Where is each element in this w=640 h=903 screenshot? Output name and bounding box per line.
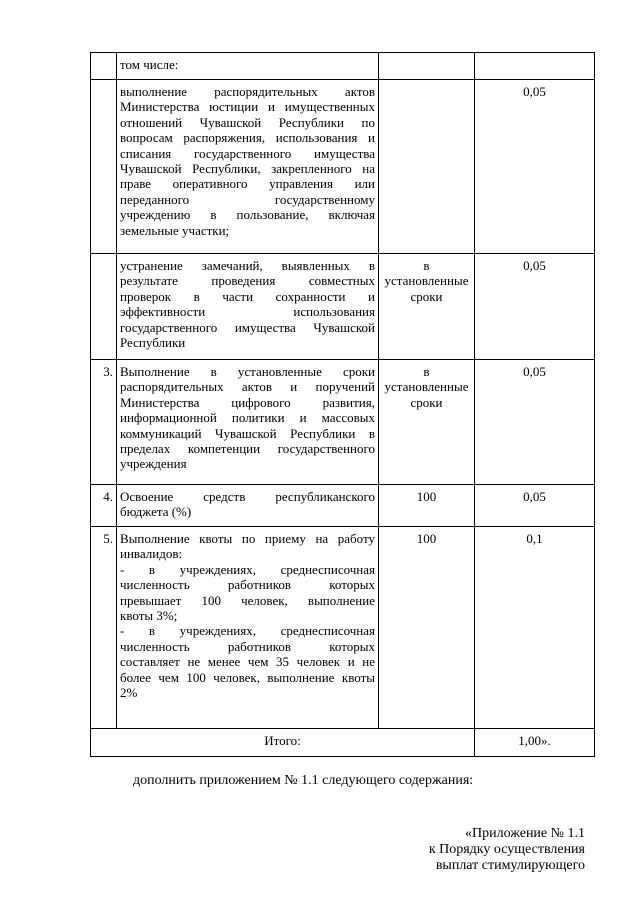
desc-line: праве оперативного управления или — [120, 176, 375, 192]
desc-line: учреждения — [120, 456, 187, 472]
term-line: 100 — [416, 489, 437, 504]
desc-line: пределах компетенции государственного — [120, 441, 375, 457]
desc-line: Выполнение квоты по приему на работу — [120, 531, 375, 546]
table-row — [91, 527, 595, 729]
row-number — [91, 53, 117, 80]
appendix-line: «Приложение № 1.1 — [465, 826, 585, 841]
total-row — [91, 729, 595, 757]
row-weight: 0,05 — [475, 485, 595, 527]
desc-line: вопросам распоряжения, использования и — [120, 130, 375, 146]
desc-line: Министерства юстиции и имущественных — [120, 99, 375, 115]
desc-line: квоты 3%; — [120, 608, 178, 624]
row-number: 5. — [91, 527, 117, 729]
row-number: 4. — [91, 485, 117, 527]
desc-line: Республики — [120, 335, 186, 351]
row-term — [379, 485, 475, 527]
desc-line: составляет не менее чем 35 человек и не — [120, 654, 375, 670]
desc-line: информационной политики и массовых — [120, 410, 375, 426]
term-line: установленные — [384, 273, 469, 289]
table-row — [91, 53, 595, 80]
appendix-line: выплат стимулирующего — [435, 858, 585, 873]
row-number — [91, 254, 117, 360]
desc-line: бюджета (%) — [120, 504, 192, 520]
table-row — [91, 360, 595, 485]
term-line: 100 — [416, 531, 437, 546]
desc-line: земельные участки; — [120, 222, 230, 238]
row-term — [379, 254, 475, 360]
total-value: 1,00». — [475, 729, 595, 757]
desc-line: 2% — [120, 685, 138, 701]
amendment-text: дополнить приложением № 1.1 следующего содержания: — [133, 773, 474, 788]
desc-line: списания государственного имущества — [120, 145, 375, 161]
table-row — [91, 80, 595, 254]
desc-line: инвалидов: — [120, 546, 183, 562]
row-description — [117, 527, 379, 729]
table-row — [91, 254, 595, 360]
row-description — [117, 360, 379, 485]
table-row — [91, 485, 595, 527]
row-description — [117, 485, 379, 527]
row-weight — [475, 53, 595, 80]
row-weight: 0,1 — [475, 527, 595, 729]
desc-line: превышает 100 человек, выполнение — [120, 592, 375, 608]
row-term — [379, 360, 475, 485]
row-term — [379, 53, 475, 80]
row-term — [379, 80, 475, 254]
desc-line: распорядительных актов и поручений — [120, 379, 375, 395]
desc-line: переданного государственному — [120, 191, 375, 207]
row-number: 3. — [91, 360, 117, 485]
term-line: сроки — [410, 394, 443, 410]
desc-line: государственного имущества Чувашской — [120, 319, 375, 335]
desc-line: результате проведения совместных — [120, 273, 375, 289]
row-term — [379, 527, 475, 729]
row-weight: 0,05 — [475, 360, 595, 485]
term-line: в — [423, 364, 430, 379]
desc-line: - в учреждениях, среднесписочная — [120, 623, 375, 639]
desc-line: коммуникаций Чувашской Республики в — [120, 425, 375, 441]
row-description — [117, 53, 379, 80]
desc-line: том числе: — [120, 57, 179, 72]
row-weight: 0,05 — [475, 254, 595, 360]
row-description — [117, 80, 379, 254]
desc-line: более чем 100 человек, выполнение квоты — [120, 669, 375, 685]
desc-line: Выполнение в установленные сроки — [120, 364, 375, 379]
row-number — [91, 80, 117, 254]
desc-line: учреждению в пользование, включая — [120, 207, 375, 223]
desc-line: численность работников которых — [120, 577, 375, 593]
term-line: сроки — [410, 288, 443, 304]
term-line: в — [423, 258, 430, 273]
desc-line: отношений Чувашской Республики по — [120, 114, 375, 130]
desc-line: Министерства цифрового развития, — [120, 394, 375, 410]
desc-line: Чувашской Республики, закрепленного на — [120, 161, 375, 177]
term-line: установленные — [384, 379, 469, 395]
row-description — [117, 254, 379, 360]
total-label: Итого: — [91, 729, 475, 757]
desc-line: численность работников которых — [120, 638, 375, 654]
row-weight: 0,05 — [475, 80, 595, 254]
desc-line: проверок в части сохранности и — [120, 288, 375, 304]
appendix-header — [325, 826, 585, 874]
appendix-line: к Порядку осуществления — [428, 842, 585, 857]
desc-line: устранение замечаний, выявленных в — [120, 258, 375, 273]
desc-line: эффективности использования — [120, 304, 375, 320]
desc-line: Освоение средств республиканского — [120, 489, 375, 504]
desc-line: выполнение распорядительных актов — [120, 84, 375, 99]
desc-line: - в учреждениях, среднесписочная — [120, 561, 375, 577]
criteria-table — [90, 52, 595, 757]
